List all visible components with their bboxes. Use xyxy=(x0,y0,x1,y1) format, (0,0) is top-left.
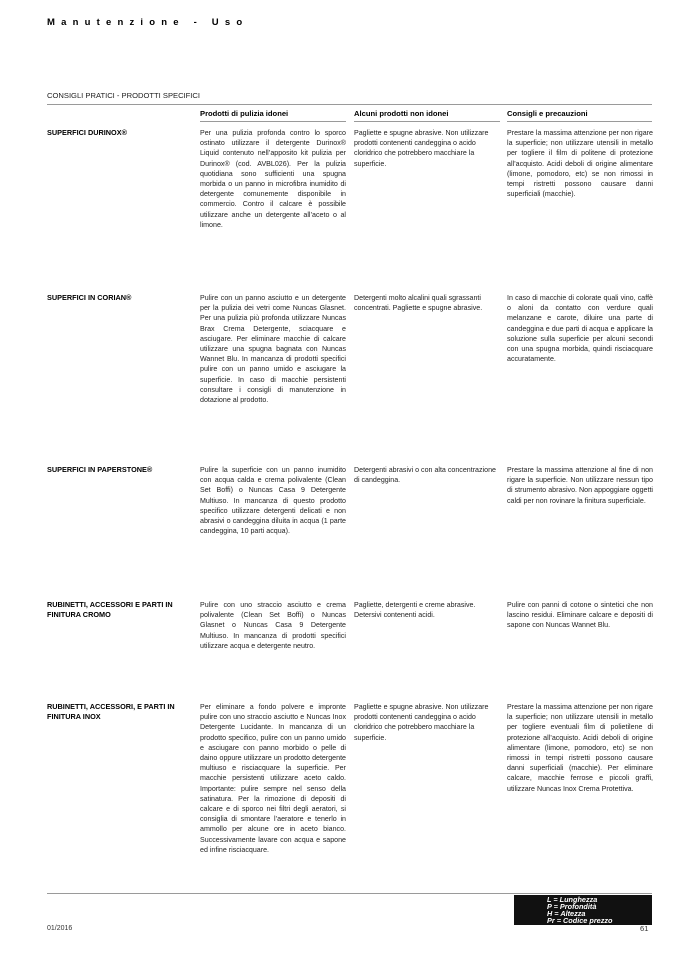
cell-consigli: Prestare la massima attenzione per non rigare la superficie; non utilizzare utensili in metallo per togliere il film di politene di protezione all’acquisto. Acidi deboli di origine alimentare (limone, pomodoro, etc) se non rimossi in tempi ristretti possono causare danni superficiali (macchie). xyxy=(507,129,653,199)
cell-idonei: Per una pulizia profonda contro lo sporco ostinato utilizzare il detergente Durinox® Liquid contenuto nell’apposito kit pulizia per Durinox® (cod. AVBL026). Per la pulizia quotidiana sono sufficienti una spugna morbida o un panno in microfibra inumidito di detergente comunemente disponibile in commercio. Contro il calcare è possibile utilizzare anche un detergente all’aceto o al limone. xyxy=(200,129,346,229)
column-header-consigli: Consigli e precauzioni xyxy=(507,109,588,118)
row-label: RUBINETTI, ACCESSORI E PARTI IN FINITURA CROMO xyxy=(47,600,173,619)
dimension-legend xyxy=(514,895,652,925)
legend-altezza: H = Altezza xyxy=(547,909,586,918)
column-header-idonei: Prodotti di pulizia idonei xyxy=(200,109,289,118)
row-label: SUPERFICI DURINOX® xyxy=(47,128,127,137)
legend-lunghezza: L = Lunghezza xyxy=(547,895,598,904)
cell-consigli: Prestare la massima attenzione per non rigare la superficie; non utilizzare utensili in metallo per togliere eventuali film di polietilene di protezione all’acquisto. Acidi deboli di origine alimentare (limone, pomodoro, etc) se non rimossi in tempi ristretti possono causare danni superficiali (macchie). Per eliminare calcare, macchie ferrose e piccoli graffi, utilizzare Nuncas Inox Crema Protettiva. xyxy=(507,703,653,793)
cell-consigli: Pulire con panni di cotone o sintetici che non lascino residui. Eliminare calcare e depositi di sapone con Nuncas Wannet Blu. xyxy=(507,601,653,630)
cell-non-idonei: Detergenti molto alcalini quali sgrassanti concentrati. Pagliette e spugne abrasive. xyxy=(354,294,483,313)
cell-idonei: Pulire la superficie con un panno inumidito con acqua calda e crema polivalente (Clean Set Boffi) o Nuncas Casa 9 Detergente Multiuso. In mancanza di questo prodotto specifico utilizzare detergenti delicati e non abrasivi o candeggina diluita in acqua (1 parte candeggina, 10 parti acqua). xyxy=(200,466,346,536)
legend-profondita: P = Profondità xyxy=(547,902,597,911)
row-label: SUPERFICI IN CORIAN® xyxy=(47,293,132,302)
cell-non-idonei: Pagliette e spugne abrasive. Non utilizzare prodotti contenenti candeggina o acido cloridrico che potrebbero macchiare la superficie. xyxy=(354,703,489,742)
column-divider xyxy=(354,121,500,122)
column-divider xyxy=(507,121,652,122)
legend-codice-prezzo: Pr = Codice prezzo xyxy=(547,916,613,925)
row-label: RUBINETTI, ACCESSORI, E PARTI IN FINITURA INOX xyxy=(47,702,175,721)
cell-idonei: Per eliminare a fondo polvere e impronte pulire con uno straccio asciutto e Nuncas Inox Detergente Lucidante. In mancanza di un prodotto specifico, pulire con un panno umido e asciugare con panno morbido o pelle di daino oppure utilizzare un prodotto detergente multiuso e risciacquare la superficie. Per macchie persistenti utilizzare aceto caldo. Importante: pulire sempre nel senso della satinatura. Per la rimozione di depositi di calcare e di sporco nei filtri degli aeratori, si consiglia di smontare l’aeratore e tenerlo in ammollo per alcune ore in aceto bianco. Successivamente lavare con acqua e sapone ed infine risciacquare. xyxy=(200,703,346,854)
cell-idonei: Pulire con un panno asciutto e un detergente per la pulizia dei vetri come Nuncas Glasnet. Per una pulizia più profonda utilizzare Nuncas Brax Crema Detergente, sciacquare e asciugare. Per eliminare macchie di calcare utilizzare una spugna bagnata con Nuncas Wannet Blu. In mancanza di prodotti specifici pulire con un panno umido e asciugare la superficie. In caso di macchie persistenti consultare i consigli di manutenzione in dotazione al prodotto. xyxy=(200,294,346,405)
cell-consigli: In caso di macchie di colorate quali vino, caffè o aloni da contatto con verdure quali melanzane e carote, diluire una parte di candeggina e due parti di acqua e applicare la soluzione sulla superficie per alcuni secondi con una spugna morbida, quindi risciacquare accuratamente. xyxy=(507,294,653,364)
row-label: SUPERFICI IN PAPERSTONE® xyxy=(47,465,153,474)
column-divider xyxy=(200,121,346,122)
bottom-divider xyxy=(47,893,652,894)
page-header-title: Manutenzione - Uso xyxy=(47,17,249,28)
page-number: 61 xyxy=(640,924,649,933)
section-title: CONSIGLI PRATICI - PRODOTTI SPECIFICI xyxy=(47,91,201,100)
top-divider xyxy=(47,104,652,105)
cell-consigli: Prestare la massima attenzione al fine di non rigare la superficie. Non utilizzare nessun tipo di strumento abrasivo. Non appoggiare oggetti caldi per non rovinare la finitura superficiale. xyxy=(507,466,653,505)
cell-non-idonei: Pagliette e spugne abrasive. Non utilizzare prodotti contenenti candeggina o acido cloridrico che potrebbero macchiare la superficie. xyxy=(354,129,489,168)
cell-non-idonei: Pagliette, detergenti e creme abrasive. Detersivi contenenti acidi. xyxy=(354,601,476,620)
footer-date: 01/2016 xyxy=(47,925,73,932)
column-header-non-idonei: Alcuni prodotti non idonei xyxy=(354,109,449,118)
cell-non-idonei: Detergenti abrasivi o con alta concentrazione di candeggina. xyxy=(354,466,496,485)
cell-idonei: Pulire con uno straccio asciutto e crema polivalente (Clean Set Boffi) o Nuncas Glasnet o Nuncas Casa 9 Detergente Multiuso. In mancanza di prodotti specifici utilizzare acqua e detergente neutro. xyxy=(200,601,346,650)
